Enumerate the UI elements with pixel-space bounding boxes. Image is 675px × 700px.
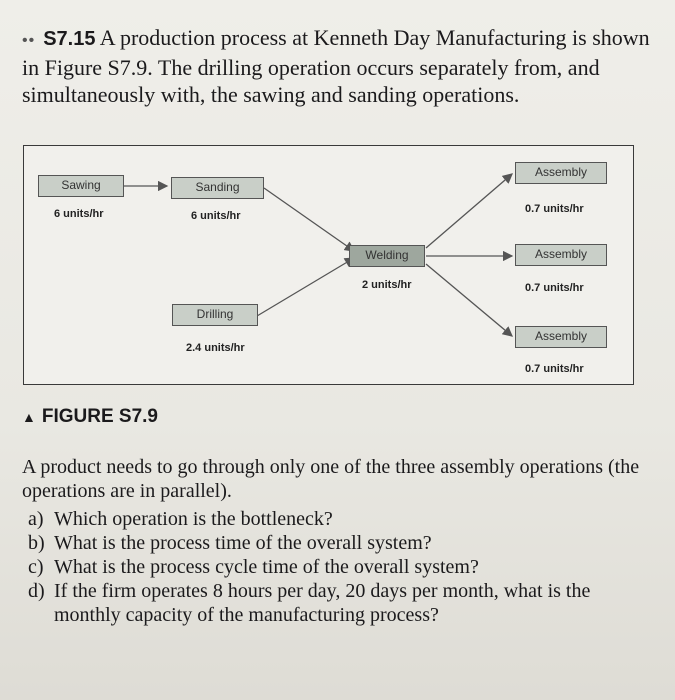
drilling-rate: 2.4 units/hr (186, 342, 245, 354)
sanding-rate: 6 units/hr (191, 210, 241, 222)
welding-rate: 2 units/hr (362, 279, 412, 291)
part-text: Which operation is the bottleneck? (54, 508, 333, 530)
process-flow-figure (23, 145, 634, 385)
question-parts (28, 507, 638, 627)
part-text: If the firm operates 8 hours per day, 20 days per month, what is the monthly capacity of the manufacturing process? (54, 580, 591, 626)
question-part (28, 555, 638, 579)
assembly-rate-1: 0.7 units/hr (525, 203, 584, 215)
part-label: a) (28, 508, 44, 530)
assembly-rate-2: 0.7 units/hr (525, 282, 584, 294)
line-drilling-to-welding (257, 258, 354, 316)
part-label: c) (28, 556, 44, 578)
line-welding-to-assembly-1 (426, 174, 512, 248)
part-text: What is the process time of the overall system? (54, 532, 432, 554)
question-part (28, 531, 638, 555)
line-welding-to-assembly-3 (426, 264, 512, 336)
part-text: What is the process cycle time of the overall system? (54, 556, 479, 578)
assembly-box-1: Assembly (515, 162, 607, 184)
question-text: A product needs to go through only one of the three assembly operations (the operations are in parallel). (22, 456, 640, 502)
line-sanding-to-welding (264, 188, 354, 251)
assembly-box-2: Assembly (515, 244, 607, 266)
figure-caption-text: FIGURE S7.9 (41, 406, 159, 427)
assembly-box-3: Assembly (515, 326, 607, 348)
sawing-rate: 6 units/hr (54, 208, 104, 220)
part-label: d) (28, 580, 45, 602)
difficulty-dots: •• (22, 32, 36, 49)
question-part (28, 507, 638, 531)
sanding-box: Sanding (171, 177, 264, 199)
sawing-box: Sawing (38, 175, 124, 197)
welding-box: Welding (349, 245, 425, 267)
part-label: b) (28, 532, 45, 554)
problem-intro-text: A production process at Kenneth Day Manufacturing is shown in Figure S7.9. The drilling operation occurs separately from, and simultaneously with, the sawing and sanding operations. (22, 25, 650, 107)
drilling-box: Drilling (172, 304, 258, 326)
figure-caption (22, 406, 158, 428)
problem-number: S7.15 (43, 28, 96, 50)
assembly-rate-3: 0.7 units/hr (525, 363, 584, 375)
triangle-icon: ▲ (22, 409, 36, 425)
problem-intro (22, 24, 652, 108)
question-part (28, 579, 638, 627)
